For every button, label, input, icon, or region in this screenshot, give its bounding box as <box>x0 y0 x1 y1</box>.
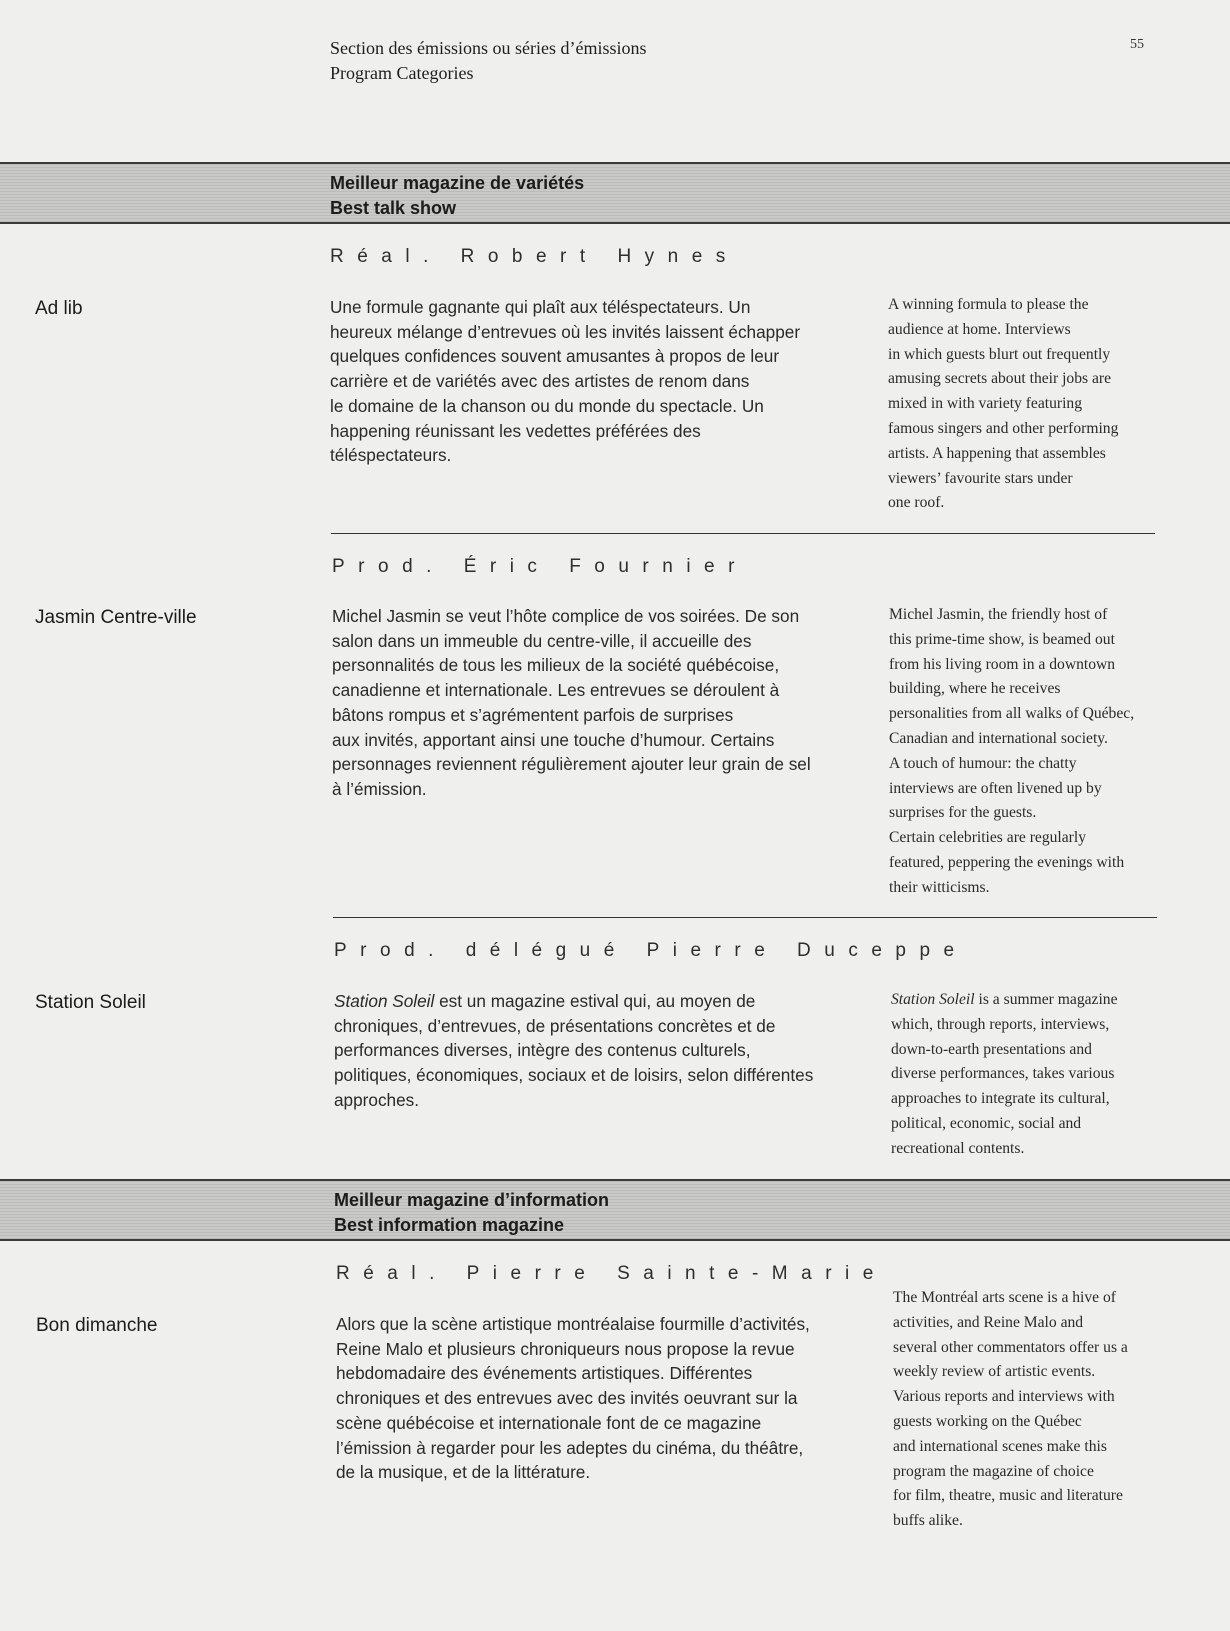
description-en <box>889 603 1169 901</box>
text-line: Various reports and interviews with <box>893 1388 1115 1406</box>
page-header <box>330 36 646 86</box>
text-line: carrière et de variétés avec des artistes de renom dans <box>330 371 750 392</box>
entry-divider <box>333 917 1157 918</box>
text-line: personalities from all walks of Québec, <box>889 705 1135 723</box>
text-line: de la musique, et de la littérature. <box>336 1462 591 1483</box>
page-number: 55 <box>1130 37 1144 52</box>
text-line: building, where he receives <box>889 680 1061 698</box>
text-line: in which guests blurt out frequently <box>888 345 1111 363</box>
program-title: Bon dimanche <box>36 1315 158 1336</box>
text-line: and international scenes make this <box>893 1437 1107 1455</box>
text-line: politiques, économiques, sociaux et de loisirs, selon différentes <box>334 1065 814 1086</box>
text-line: scène québécoise et internationale font de ce magazine <box>336 1412 762 1433</box>
text-line: le domaine de la chanson ou du monde du spectacle. Un <box>330 395 764 416</box>
section-heading-fr: Meilleur magazine de variétés <box>330 173 585 193</box>
description-fr <box>330 295 860 468</box>
text-line: for film, theatre, music and literature <box>893 1487 1123 1505</box>
text-line: performances diverses, intègre des contenus culturels, <box>334 1040 751 1061</box>
entry-credit: Prod. Éric Fournier <box>332 556 748 577</box>
text-line: aux invités, apportant ainsi une touche d’humour. Certains <box>332 729 775 750</box>
text-line: quelques confidences souvent amusantes à propos de leur <box>330 346 780 367</box>
text-line: political, economic, social and <box>891 1114 1082 1132</box>
text-line: hebdomadaire des événements artistiques. Différentes <box>336 1363 753 1384</box>
section-heading-en: Best information magazine <box>334 1215 565 1235</box>
header-title-en: Program Categories <box>330 63 474 83</box>
section-heading-en: Best talk show <box>330 198 457 218</box>
text-line: activities, and Reine Malo and <box>893 1313 1084 1331</box>
text-line: buffs alike. <box>893 1512 963 1530</box>
description-en <box>888 293 1168 516</box>
text-line: mixed in with variety featuring <box>888 395 1083 413</box>
italic-title: Station Soleil <box>891 991 975 1008</box>
text-line: diverse performances, takes various <box>891 1065 1115 1083</box>
text-line: Michel Jasmin se veut l’hôte complice de vos soirées. De son <box>332 606 800 626</box>
text-fragment: est un magazine estival qui, au moyen de <box>434 991 756 1011</box>
entry-credit: Prod. délégué Pierre Duceppe <box>334 940 968 961</box>
section-heading-information <box>334 1188 609 1238</box>
text-line: several other commentators offer us a <box>893 1338 1128 1356</box>
text-line: amusing secrets about their jobs are <box>888 370 1112 388</box>
program-title: Jasmin Centre-ville <box>35 607 197 628</box>
text-line: téléspectateurs. <box>330 445 452 466</box>
text-line: one roof. <box>888 494 945 512</box>
text-fragment: is a summer magazine <box>974 991 1118 1008</box>
text-line: featured, peppering the evenings with <box>889 853 1125 871</box>
text-line: canadienne et internationale. Les entrevues se déroulent à <box>332 680 780 701</box>
text-line: Une formule gagnante qui plaît aux téléspectateurs. Un <box>330 297 751 317</box>
text-line: recreational contents. <box>891 1139 1025 1157</box>
text-line: The Montréal arts scene is a hive of <box>893 1289 1116 1306</box>
italic-title: Station Soleil <box>334 991 435 1011</box>
text-line: from his living room in a downtown <box>889 655 1116 673</box>
program-title: Station Soleil <box>35 992 146 1013</box>
text-line: happening réunissant les vedettes préférées des <box>330 420 701 441</box>
description-en <box>891 988 1171 1162</box>
section-heading-fr: Meilleur magazine d’information <box>334 1190 610 1210</box>
text-line: interviews are often livened up by <box>889 779 1102 797</box>
text-line: weekly review of artistic events. <box>893 1363 1096 1381</box>
text-line: personnages reviennent régulièrement ajouter leur grain de sel <box>332 754 811 775</box>
section-band-information <box>0 1179 1230 1241</box>
text-line: Alors que la scène artistique montréalaise fourmille d’activités, <box>336 1314 810 1334</box>
text-line: à l’émission. <box>332 778 427 799</box>
text-line: bâtons rompus et s’agrémentent parfois de surprises <box>332 704 734 725</box>
text-line: l’émission à regarder pour les adeptes du cinéma, du théâtre, <box>336 1437 804 1458</box>
description-fr <box>334 989 864 1113</box>
text-line: Certain celebrities are regularly <box>889 829 1086 847</box>
text-line: salon dans un immeuble du centre-ville, il accueille des <box>332 630 752 651</box>
text-line: Michel Jasmin, the friendly host of <box>889 606 1108 623</box>
text-line: chroniques et des entrevues avec des invités oeuvrant sur la <box>336 1388 798 1409</box>
text-line: approaches to integrate its cultural, <box>891 1090 1110 1108</box>
text-line: personnalités de tous les milieux de la société québécoise, <box>332 655 780 676</box>
section-band-variety <box>0 162 1230 224</box>
section-heading-variety <box>330 171 584 221</box>
text-line: chroniques, d’entrevues, de présentations concrètes et de <box>334 1015 776 1036</box>
text-line: down-to-earth presentations and <box>891 1040 1092 1058</box>
text-line: surprises for the guests. <box>889 804 1037 822</box>
entry-credit: Réal. Pierre Sainte-Marie <box>336 1263 887 1284</box>
text-line: artists. A happening that assembles <box>888 444 1106 462</box>
text-line: A touch of humour: the chatty <box>889 754 1077 772</box>
text-line: program the magazine of choice <box>893 1462 1094 1480</box>
description-en <box>893 1286 1173 1534</box>
text-line: which, through reports, interviews, <box>891 1015 1110 1033</box>
entry-credit: Réal. Robert Hynes <box>330 246 739 267</box>
text-line: heureux mélange d’entrevues où les invités laissent échapper <box>330 321 801 342</box>
text-line <box>334 989 864 1014</box>
text-line: viewers’ favourite stars under <box>888 469 1073 487</box>
text-line: Canadian and international society. <box>889 729 1108 747</box>
text-line: approches. <box>334 1089 420 1110</box>
description-fr <box>336 1312 866 1485</box>
text-line: A winning formula to please the <box>888 296 1089 313</box>
header-title-fr: Section des émissions ou séries d’émissions <box>330 38 647 58</box>
text-line: this prime-time show, is beamed out <box>889 630 1115 648</box>
entry-divider <box>331 533 1155 534</box>
program-title: Ad lib <box>35 298 83 319</box>
text-line: audience at home. Interviews <box>888 320 1071 338</box>
text-line: Reine Malo et plusieurs chroniqueurs nous propose la revue <box>336 1338 795 1359</box>
description-fr <box>332 604 862 802</box>
text-line: guests working on the Québec <box>893 1412 1082 1430</box>
text-line: their witticisms. <box>889 878 990 896</box>
text-line <box>891 988 1171 1013</box>
text-line: famous singers and other performing <box>888 419 1119 437</box>
